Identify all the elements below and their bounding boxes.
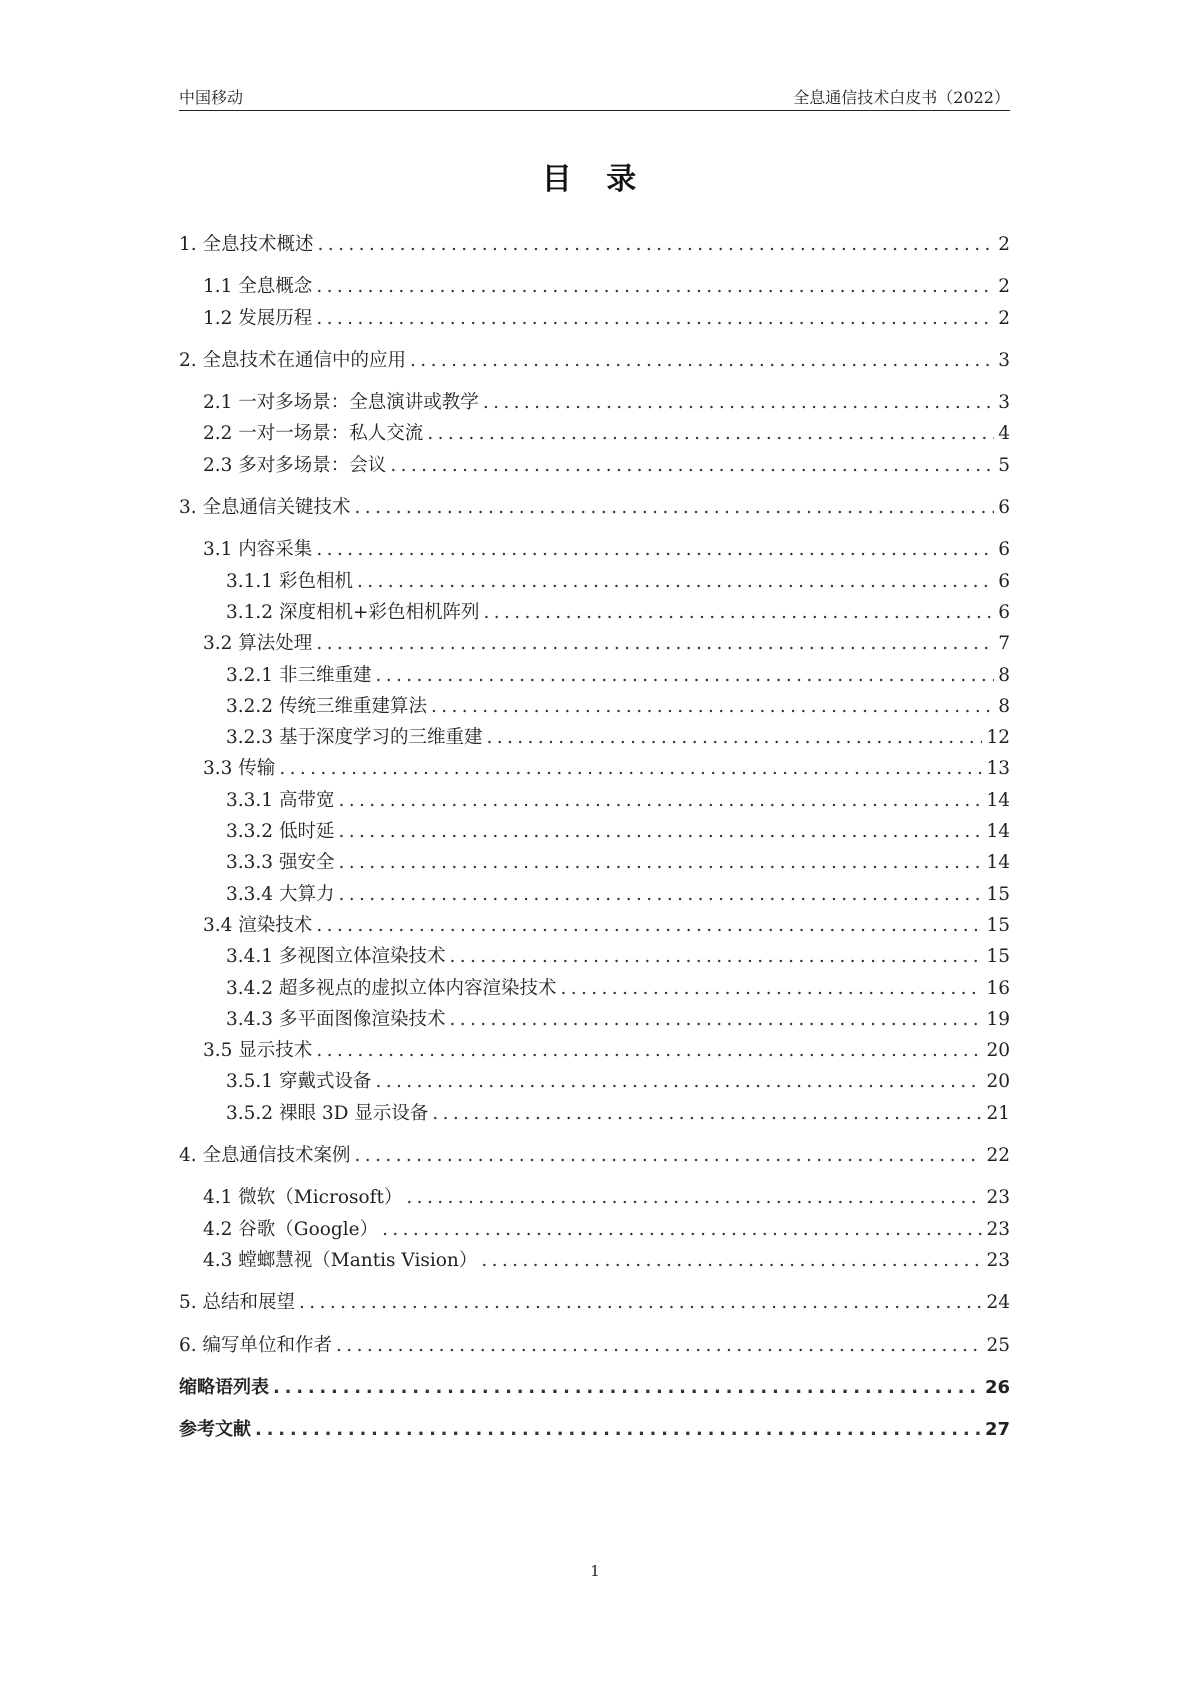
dot-leader xyxy=(338,879,982,910)
toc-entry[interactable] xyxy=(179,910,1010,941)
toc-entry-label: 6. 编写单位和作者 xyxy=(179,1334,333,1356)
dot-leader xyxy=(375,660,994,691)
toc-entry[interactable] xyxy=(179,941,1010,972)
toc-entry-page: 2 xyxy=(998,234,1010,255)
toc-entry-label: 3.1.2 深度相机+彩色相机阵列 xyxy=(226,601,480,623)
toc-entry-page: 15 xyxy=(986,946,1010,968)
toc-entry-label: 5. 总结和展望 xyxy=(179,1292,296,1314)
toc-entry-page: 27 xyxy=(984,1419,1010,1441)
dot-leader xyxy=(299,1287,982,1318)
toc-entry-label: 3. 全息通信关键技术 xyxy=(179,497,351,519)
toc-entry[interactable] xyxy=(179,1004,1010,1035)
toc-entry[interactable] xyxy=(179,628,1010,659)
toc-entry-label: 3.4.3 多平面图像渲染技术 xyxy=(226,1008,446,1030)
dot-leader xyxy=(273,1372,981,1403)
toc-entry[interactable] xyxy=(179,785,1010,816)
toc-entry-page: 5 xyxy=(998,454,1010,476)
toc-entry-label: 参考文献 xyxy=(179,1419,251,1441)
toc-entry-label: 3.4.2 超多视点的虚拟立体内容渲染技术 xyxy=(226,977,557,999)
toc-entry-page: 22 xyxy=(986,1145,1010,1167)
toc-entry-page: 8 xyxy=(998,664,1010,686)
toc-entry[interactable] xyxy=(179,879,1010,910)
dot-leader xyxy=(338,847,982,878)
toc-entry-label: 1.2 发展历程 xyxy=(203,307,313,329)
toc-entry-page: 20 xyxy=(986,1071,1010,1093)
toc-entry[interactable] xyxy=(179,1372,1010,1403)
toc-entry-label: 2.3 多对多场景：会议 xyxy=(203,454,387,476)
toc-entry-page: 25 xyxy=(986,1334,1010,1356)
dot-leader xyxy=(338,816,982,847)
dot-leader xyxy=(318,229,995,260)
toc-entry-page: 7 xyxy=(998,633,1010,655)
toc-entry-label: 3.3.1 高带宽 xyxy=(226,789,335,811)
toc-entry[interactable] xyxy=(179,847,1010,878)
dot-leader xyxy=(357,566,994,597)
toc-entry-label: 3.3.3 强安全 xyxy=(226,852,335,874)
toc-entry[interactable] xyxy=(179,229,1010,260)
table-of-contents xyxy=(179,218,1010,1456)
toc-entry[interactable] xyxy=(179,1414,1010,1445)
toc-entry-page: 15 xyxy=(986,883,1010,905)
dot-leader xyxy=(449,1004,982,1035)
toc-entry-label: 3.5.2 裸眼 3D 显示设备 xyxy=(226,1102,429,1124)
toc-entry-label: 4.1 微软（Microsoft） xyxy=(203,1187,403,1209)
toc-entry-label: 3.3.2 低时延 xyxy=(226,821,335,843)
toc-entry-label: 3.3 传输 xyxy=(203,758,276,780)
toc-entry-page: 6 xyxy=(998,570,1010,592)
toc-entry-page: 8 xyxy=(998,695,1010,717)
toc-entry[interactable] xyxy=(179,1245,1010,1276)
toc-entry-page: 3 xyxy=(998,349,1010,371)
toc-entry[interactable] xyxy=(179,1035,1010,1066)
toc-entry-page: 2 xyxy=(998,307,1010,329)
toc-entry-page: 14 xyxy=(986,852,1010,874)
toc-entry-page: 14 xyxy=(986,821,1010,843)
toc-entry-page: 13 xyxy=(986,758,1010,780)
dot-leader xyxy=(255,1414,981,1445)
toc-entry[interactable] xyxy=(179,753,1010,784)
dot-leader xyxy=(481,1245,982,1276)
toc-entry-label: 3.5.1 穿戴式设备 xyxy=(226,1071,372,1093)
dot-leader xyxy=(316,303,994,334)
dot-leader xyxy=(382,1214,982,1245)
toc-entry[interactable] xyxy=(179,303,1010,334)
toc-entry-page: 20 xyxy=(986,1040,1010,1062)
header-organization: 中国移动 xyxy=(179,88,244,107)
toc-entry-page: 19 xyxy=(986,1008,1010,1030)
toc-entry[interactable] xyxy=(179,492,1010,523)
dot-leader xyxy=(336,1330,982,1361)
toc-entry[interactable] xyxy=(179,816,1010,847)
toc-entry-label: 3.3.4 大算力 xyxy=(226,883,335,905)
dot-leader xyxy=(432,1098,982,1129)
toc-entry-page: 3 xyxy=(998,392,1010,414)
toc-entry[interactable] xyxy=(179,1287,1010,1318)
toc-entry[interactable] xyxy=(179,722,1010,753)
toc-entry-page: 23 xyxy=(986,1187,1010,1209)
toc-entry[interactable] xyxy=(179,660,1010,691)
dot-leader xyxy=(338,785,982,816)
dot-leader xyxy=(316,271,994,302)
toc-entry-label: 3.1.1 彩色相机 xyxy=(226,570,353,592)
toc-entry-label: 2. 全息技术在通信中的应用 xyxy=(179,349,407,371)
dot-leader xyxy=(390,450,994,481)
toc-entry-label: 4. 全息通信技术案例 xyxy=(179,1145,351,1167)
dot-leader xyxy=(316,534,994,565)
toc-entry-page: 6 xyxy=(998,539,1010,561)
toc-entry-page: 23 xyxy=(986,1218,1010,1240)
toc-entry-label: 2.1 一对多场景：全息演讲或教学 xyxy=(203,392,479,414)
dot-leader xyxy=(427,418,994,449)
dot-leader xyxy=(279,753,982,784)
toc-entry-label: 3.5 显示技术 xyxy=(203,1040,313,1062)
dot-leader xyxy=(316,628,994,659)
dot-leader xyxy=(355,492,995,523)
toc-entry-label: 3.2.3 基于深度学习的三维重建 xyxy=(226,727,483,749)
toc-entry[interactable] xyxy=(179,534,1010,565)
toc-entry[interactable] xyxy=(179,418,1010,449)
toc-entry-page: 6 xyxy=(998,497,1010,519)
dot-leader xyxy=(560,973,982,1004)
toc-entry[interactable] xyxy=(179,1330,1010,1361)
toc-entry-label: 3.2.1 非三维重建 xyxy=(226,664,372,686)
dot-leader xyxy=(410,345,994,376)
dot-leader xyxy=(406,1182,982,1213)
toc-entry-page: 23 xyxy=(986,1249,1010,1271)
header-document-title: 全息通信技术白皮书（2022） xyxy=(793,88,1010,107)
toc-entry-label: 3.4.1 多视图立体渲染技术 xyxy=(226,946,446,968)
toc-entry[interactable] xyxy=(179,271,1010,302)
toc-entry-page: 24 xyxy=(986,1292,1010,1314)
toc-entry[interactable] xyxy=(179,973,1010,1004)
toc-entry[interactable] xyxy=(179,1098,1010,1129)
dot-leader xyxy=(486,722,982,753)
toc-entry-label: 4.2 谷歌（Google） xyxy=(203,1218,379,1240)
page-header xyxy=(179,84,1010,111)
toc-entry[interactable] xyxy=(179,597,1010,628)
toc-entry-page: 26 xyxy=(984,1376,1010,1398)
toc-entry-label: 缩略语列表 xyxy=(179,1376,269,1398)
dot-leader xyxy=(483,597,994,628)
toc-entry[interactable] xyxy=(179,1182,1010,1213)
toc-entry[interactable] xyxy=(179,1214,1010,1245)
dot-leader xyxy=(355,1140,983,1171)
dot-leader xyxy=(431,691,994,722)
dot-leader xyxy=(449,941,982,972)
toc-entry[interactable] xyxy=(179,387,1010,418)
page-number: 1 xyxy=(590,1562,600,1580)
toc-entry[interactable] xyxy=(179,691,1010,722)
toc-entry-label: 3.2 算法处理 xyxy=(203,633,313,655)
toc-entry-page: 4 xyxy=(998,423,1010,445)
page-title: 目 录 xyxy=(541,162,649,197)
toc-entry-page: 16 xyxy=(986,977,1010,999)
toc-entry-label: 3.2.2 传统三维重建算法 xyxy=(226,695,427,717)
toc-entry[interactable] xyxy=(179,566,1010,597)
toc-entry-label: 1. 全息技术概述 xyxy=(179,234,314,255)
dot-leader xyxy=(375,1066,982,1097)
dot-leader xyxy=(483,387,994,418)
toc-entry-label: 4.3 螳螂慧视（Mantis Vision） xyxy=(203,1249,478,1271)
toc-entry[interactable] xyxy=(179,345,1010,376)
toc-entry-label: 1.1 全息概念 xyxy=(203,276,313,298)
toc-entry-label: 3.1 内容采集 xyxy=(203,539,313,561)
toc-entry-label: 2.2 一对一场景：私人交流 xyxy=(203,423,424,445)
toc-entry[interactable] xyxy=(179,450,1010,481)
toc-entry[interactable] xyxy=(179,1066,1010,1097)
toc-entry-label: 3.4 渲染技术 xyxy=(203,914,313,936)
toc-entry-page: 6 xyxy=(998,601,1010,623)
toc-entry-page: 12 xyxy=(986,727,1010,749)
toc-entry-page: 14 xyxy=(986,789,1010,811)
toc-entry-page: 15 xyxy=(986,914,1010,936)
dot-leader xyxy=(316,910,982,941)
toc-entry-page: 2 xyxy=(998,276,1010,298)
toc-entry[interactable] xyxy=(179,1140,1010,1171)
dot-leader xyxy=(316,1035,982,1066)
toc-entry-page: 21 xyxy=(986,1102,1010,1124)
